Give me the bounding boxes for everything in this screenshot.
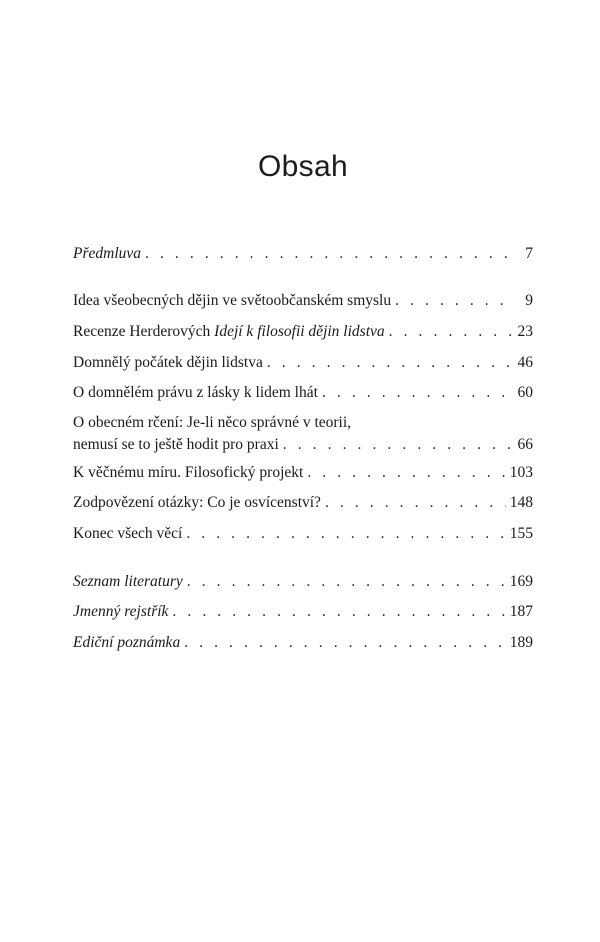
dot-leader xyxy=(389,321,514,343)
toc-page-number: 9 xyxy=(525,292,533,309)
toc-page-number: 60 xyxy=(517,384,533,401)
toc-entry-pravo-lhat[interactable] xyxy=(73,382,533,404)
page-title: Obsah xyxy=(258,150,348,183)
toc-entry-recenze[interactable] xyxy=(73,321,533,343)
toc-entry-title: O domnělém právu z lásky k lidem lhát xyxy=(73,384,318,401)
toc-entry-title: Předmluva xyxy=(73,245,142,262)
toc-entry-title: Domnělý počátek dějin lidstva xyxy=(73,354,263,371)
dot-leader xyxy=(395,290,515,312)
toc-entry-title: K věčnému míru. Filosofický projekt xyxy=(73,464,304,481)
dot-leader xyxy=(184,632,506,654)
dot-leader xyxy=(322,382,514,404)
dot-leader xyxy=(186,523,505,545)
dot-leader xyxy=(325,492,506,514)
toc-entry-jmenny-rejstrik[interactable] xyxy=(73,601,533,623)
toc-page-number: 23 xyxy=(517,323,533,340)
dot-leader xyxy=(283,434,514,456)
toc-entry-predmluva[interactable] xyxy=(73,243,533,265)
toc-page-number: 155 xyxy=(509,525,533,542)
toc-entry-vecny-mir[interactable] xyxy=(73,462,533,484)
toc-page-number: 7 xyxy=(525,245,533,262)
dot-leader xyxy=(187,571,506,593)
toc-page-number: 148 xyxy=(509,494,533,511)
toc-page-number: 189 xyxy=(509,634,533,651)
toc-entry-title: Jmenný rejstřík xyxy=(73,603,169,620)
toc-page-number: 169 xyxy=(509,573,533,590)
toc-entry-title-italic: Idejí k filosofii dějin lidstva xyxy=(214,323,385,340)
toc-entry-title xyxy=(73,321,385,343)
toc-entry-title: Konec všech věcí xyxy=(73,525,183,542)
toc-entry-seznam-literatury[interactable] xyxy=(73,571,533,593)
toc-page-number: 66 xyxy=(517,436,533,453)
toc-entry-obecne-rceni[interactable] xyxy=(73,412,533,456)
toc-entry-edicni-poznamka[interactable] xyxy=(73,632,533,654)
toc-entry-title: Idea všeobecných dějin ve světoobčanském smyslu xyxy=(73,292,392,309)
dot-leader xyxy=(307,462,505,484)
toc-entry-title: Seznam literatury xyxy=(73,573,183,590)
dot-leader xyxy=(267,352,514,374)
toc-page-number: 187 xyxy=(509,603,533,620)
toc-entry-title: nemusí se to ještě hodit pro praxi xyxy=(73,436,279,453)
toc-entry-title: Ediční poznámka xyxy=(73,634,181,651)
toc-entry-osvicenstvi[interactable] xyxy=(73,492,533,514)
toc-entry-title-roman: Recenze Herderových xyxy=(73,323,215,340)
toc-entry-title: Zodpovězení otázky: Co je osvícenství? xyxy=(73,494,321,511)
toc-entry-title-line1: O obecném rčení: Je-li něco správné v teorii, xyxy=(73,414,352,431)
toc-entry-domnely-pocatek[interactable] xyxy=(73,352,533,374)
dot-leader xyxy=(145,243,515,265)
toc-entry-idea[interactable] xyxy=(73,290,533,312)
toc-page-number: 103 xyxy=(509,464,533,481)
toc-entry-konec-veci[interactable] xyxy=(73,523,533,545)
dot-leader xyxy=(172,601,505,623)
toc-page-number: 46 xyxy=(517,354,533,371)
